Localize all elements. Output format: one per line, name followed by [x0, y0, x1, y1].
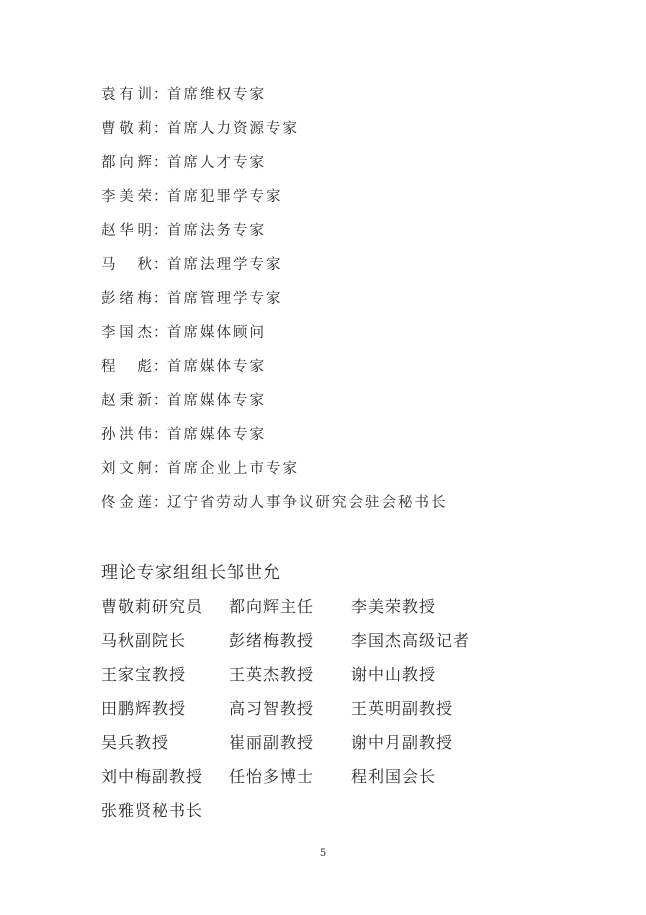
expert-colon: ：	[153, 189, 170, 205]
expert-colon: ：	[153, 155, 170, 171]
expert-name: 曹敬莉	[101, 121, 153, 137]
expert-colon: ：	[153, 461, 170, 477]
expert-title: 首席法务专家	[167, 223, 266, 239]
group-member: 吴兵教授	[101, 733, 170, 752]
group-member: 王英杰教授	[229, 665, 315, 684]
chief-expert-list	[101, 82, 621, 524]
expert-colon: ：	[153, 325, 170, 341]
group-member: 李美荣教授	[351, 597, 437, 616]
expert-name: 孙洪伟	[101, 427, 153, 443]
expert-colon: ：	[153, 121, 170, 137]
expert-title: 首席人才专家	[167, 155, 266, 171]
expert-colon: ：	[153, 427, 170, 443]
expert-entry	[101, 388, 621, 422]
page-number: 5	[319, 848, 327, 859]
expert-name: 程彪	[101, 359, 153, 375]
expert-title: 首席媒体专家	[167, 427, 266, 443]
group-member: 李国杰高级记者	[351, 631, 471, 650]
group-member: 程利国会长	[351, 767, 437, 786]
expert-entry	[101, 422, 621, 456]
group-member: 刘中梅副教授	[101, 767, 204, 786]
expert-name: 马秋	[101, 257, 153, 273]
expert-title: 首席维权专家	[167, 87, 266, 103]
group-member: 谢中山教授	[351, 665, 437, 684]
expert-name: 佟金莲	[101, 495, 153, 511]
expert-title: 辽宁省劳动人事争议研究会驻会秘书长	[167, 495, 448, 511]
expert-entry	[101, 354, 621, 388]
expert-colon: ：	[153, 87, 170, 103]
expert-title: 首席犯罪学专家	[167, 189, 283, 205]
group-heading: 理论专家组组长邹世允	[101, 563, 281, 583]
expert-title: 首席管理学专家	[167, 291, 283, 307]
expert-entry	[101, 150, 621, 184]
member-grid	[101, 590, 621, 828]
expert-title: 首席媒体专家	[167, 359, 266, 375]
expert-name: 刘文舸	[101, 461, 153, 477]
expert-name: 李国杰	[101, 325, 153, 341]
expert-name: 赵秉新	[101, 393, 153, 409]
expert-entry	[101, 456, 621, 490]
expert-colon: ：	[153, 257, 170, 273]
expert-entry	[101, 116, 621, 150]
expert-title: 首席企业上市专家	[167, 461, 299, 477]
group-member: 崔丽副教授	[229, 733, 315, 752]
group-member: 高习智教授	[229, 699, 315, 718]
expert-title: 首席法理学专家	[167, 257, 283, 273]
expert-name: 彭绪梅	[101, 291, 153, 307]
expert-entry	[101, 490, 621, 524]
group-member: 彭绪梅教授	[229, 631, 315, 650]
theory-expert-group	[101, 558, 621, 828]
group-member: 任怡多博士	[229, 767, 315, 786]
expert-colon: ：	[153, 291, 170, 307]
expert-entry	[101, 218, 621, 252]
expert-colon: ：	[153, 495, 170, 511]
expert-colon: ：	[153, 223, 170, 239]
expert-entry	[101, 320, 621, 354]
expert-entry	[101, 252, 621, 286]
expert-name: 李美荣	[101, 189, 153, 205]
group-member: 马秋副院长	[101, 631, 187, 650]
group-member: 王家宝教授	[101, 665, 187, 684]
expert-name: 都向辉	[101, 155, 153, 171]
group-member: 田鹏辉教授	[101, 699, 187, 718]
expert-entry	[101, 184, 621, 218]
expert-colon: ：	[153, 359, 170, 375]
group-member: 王英明副教授	[351, 699, 454, 718]
expert-colon: ：	[153, 393, 170, 409]
expert-entry	[101, 286, 621, 320]
expert-entry	[101, 82, 621, 116]
group-member: 都向辉主任	[229, 597, 315, 616]
expert-title: 首席媒体顾问	[167, 325, 266, 341]
expert-name: 赵华明	[101, 223, 153, 239]
group-member: 张雅贤秘书长	[101, 801, 204, 820]
expert-name: 袁有训	[101, 87, 153, 103]
group-member: 谢中月副教授	[351, 733, 454, 752]
expert-title: 首席媒体专家	[167, 393, 266, 409]
expert-title: 首席人力资源专家	[167, 121, 299, 137]
group-member: 曹敬莉研究员	[101, 597, 204, 616]
